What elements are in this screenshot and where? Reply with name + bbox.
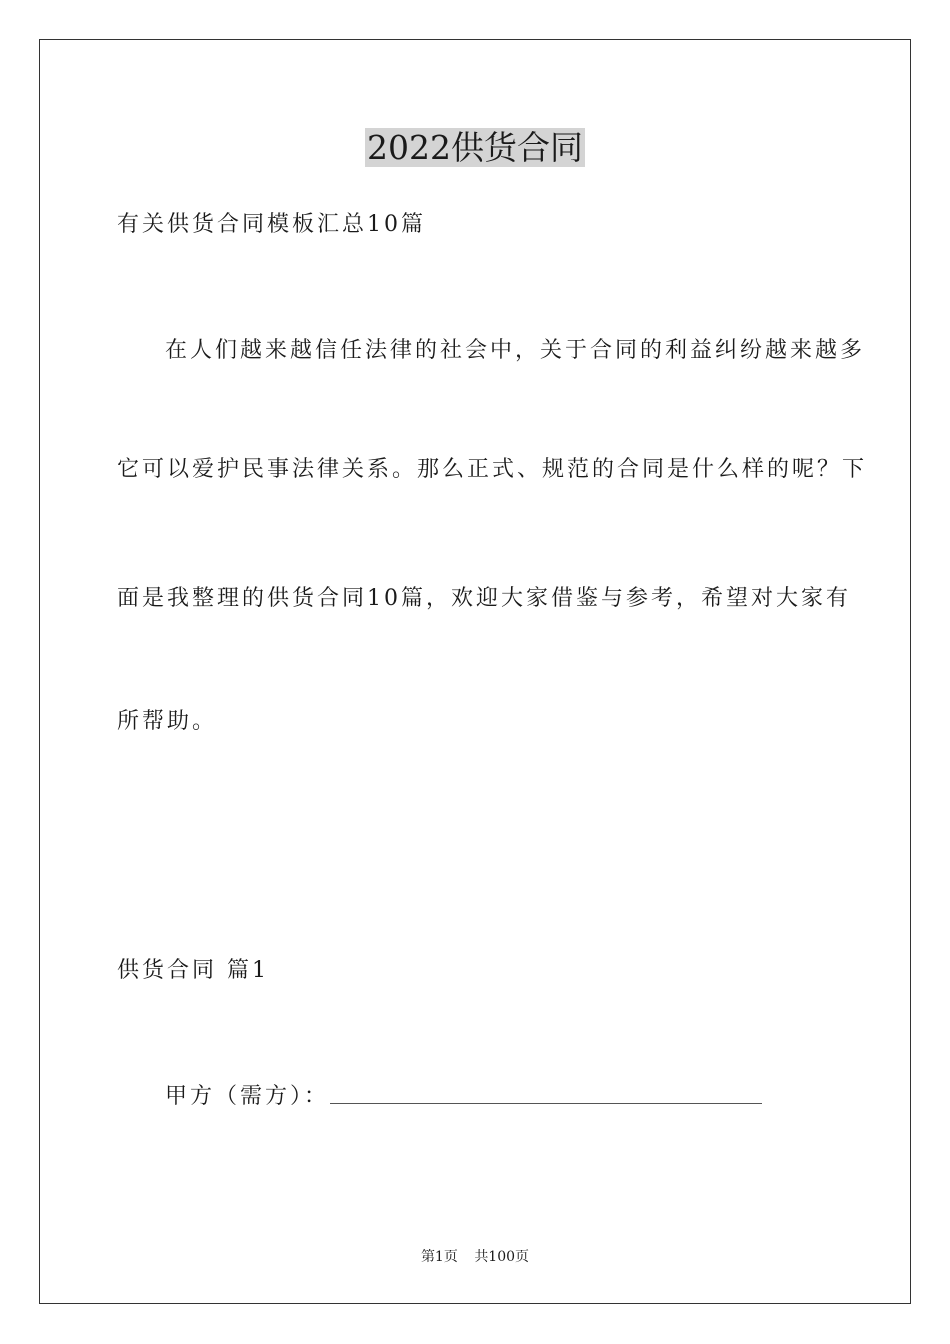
party-a-blank-line: [330, 1103, 762, 1104]
page-current: 第1页: [420, 1249, 458, 1265]
document-title: 2022供货合同: [367, 128, 583, 167]
intro-line-4: 所帮助。: [117, 709, 218, 734]
intro-line-2: 它可以爱护民事法律关系。那么正式、规范的合同是什么样的呢？下: [117, 457, 868, 482]
intro-line-3: 面是我整理的供货合同10篇，欢迎大家借鉴与参考，希望对大家有: [117, 586, 851, 611]
page-total: 共100页: [474, 1249, 530, 1265]
intro-line-1: 在人们越来越信任法律的社会中，关于合同的利益纠纷越来越多: [165, 338, 866, 363]
page-footer: [0, 1248, 950, 1266]
document-subtitle: 有关供货合同模板汇总10篇: [117, 212, 426, 237]
party-a-label: 甲方（需方）：: [165, 1084, 330, 1109]
section-heading: 供货合同 篇1: [117, 958, 269, 983]
